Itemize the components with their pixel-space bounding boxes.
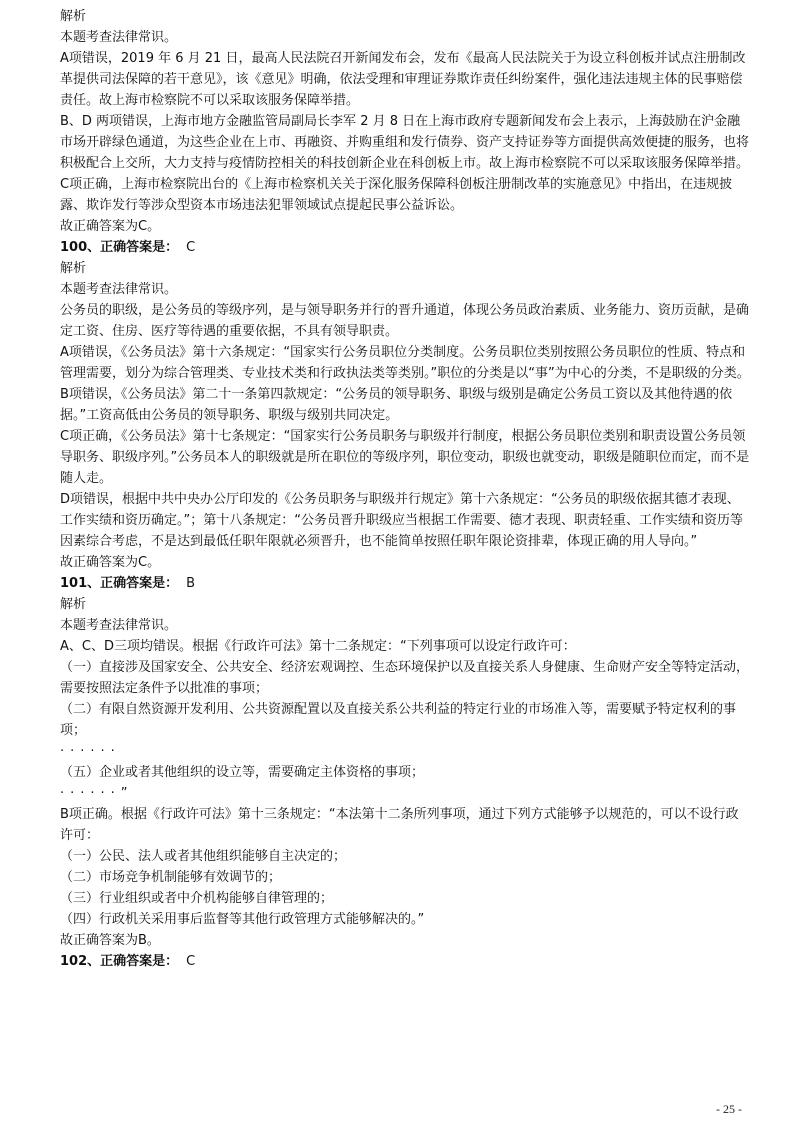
paragraph-option-a: A项错误，2019 年 6 月 21 日，最高人民法院召开新闻发布会，发布《最高人民法院关于为设立科创板并试点注册制改革提供司法保障的若干意见》，该《意见》明确，依法受理和审理证券欺诈责任纠纷案件，强化违法违规主体的民事赔偿责任。故上海市检察院不可以采取该服务保障举措。 [60,51,746,108]
answer-letter: C [186,240,196,255]
paragraph-option-c: C项正确，《公务员法》第十七条规定：“国家实行公务员职务与职级并行制度，根据公务员职位类别和职责设置公务员领导职务、职级序列。”公务员本人的职级就是所在职位的等级序列，职位变动，职级也就变动，职级是随职位而定，而不是随人走。 [60,429,750,486]
question-heading-100 [60,237,750,258]
page-number: - 25 - [716,1102,742,1116]
question-heading-101 [60,573,750,594]
list-item: （四）行政机关采用事后监督等其他行政管理方式能够解决的。” [60,912,425,927]
list-item: （五）企业或者其他组织的设立等，需要确定主体资格的事项； [60,765,425,780]
question-heading-label: 101、正确答案是： [60,576,179,591]
document-body [60,6,750,972]
label-jiexi: 解析 [60,597,87,612]
answer-letter: B [186,576,196,591]
answer-letter: C [186,954,196,969]
paragraph-option-bd: B、D 两项错误，上海市地方金融监管局副局长李军 2 月 8 日在上海市政府专题新闻发布会上表示，上海鼓励在沪金融市场开辟绿色通道，为这些企业在上市、再融资、并购重组和发行债券、资产支持证券等方面提供高效便捷的服务，也将积极配合上交所，大力支持与疫情防控相关的科技创新企业在科创板上市。故上海市检察院不可以采取该服务保障举措。 [60,114,750,171]
conclusion-text: 故正确答案为B。 [60,933,160,948]
list-item: （一）直接涉及国家安全、公共安全、经济宏观调控、生态环境保护以及直接关系人身健康、生命财产安全等特定活动，需要按照法定条件予以批准的事项； [60,660,750,696]
paragraph-option-a: A项错误，《公务员法》第十六条规定：“国家实行公务员职位分类制度。公务员职位类别按照公务员职位的性质、特点和管理需要，划分为综合管理类、专业技术类和行政执法类等类别。”职位的分类是以“事”为中心的分类，不是职级的分类。 [60,345,750,381]
conclusion-text: 故正确答案为C。 [60,555,161,570]
label-jiexi: 解析 [60,261,87,276]
paragraph-option-c: C项正确，上海市检察院出台的《上海市检察机关关于深化服务保障科创板注册制改革的实施意见》中指出，在违规披露、欺诈发行等涉众型资本市场违法犯罪领域试点提起民事公益诉讼。 [60,177,733,213]
paragraph-option-b: B项错误，《公务员法》第二十一条第四款规定：“公务员的领导职务、职级与级别是确定公务员工资以及其他待遇的依据。”工资高低由公务员的领导职务、职级与级别共同决定。 [60,387,733,423]
paragraph-option-acd: A、C、D三项均错误。根据《行政许可法》第十二条规定：“下列事项可以设定行政许可： [60,639,576,654]
conclusion-text: 故正确答案为C。 [60,219,161,234]
paragraph-definition: 公务员的职级，是公务员的等级序列，是与领导职务并行的晋升通道，体现公务员政治素质、业务能力、资历贡献，是确定工资、住房、医疗等待遇的重要依据，不具有领导职责。 [60,303,750,339]
list-item: （三）行业组织或者中介机构能够自律管理的； [60,891,334,906]
question-heading-label: 102、正确答案是： [60,954,179,969]
list-item: （二）有限自然资源开发利用、公共资源配置以及直接关系公共利益的特定行业的市场准入等，需要赋予特定权利的事项； [60,702,737,738]
intro-text: 本题考查法律常识。 [60,618,178,633]
label-jiexi: 解析 [60,9,87,24]
paragraph-option-d: D项错误，根据中共中央办公厅印发的《公务员职务与职级并行规定》第十六条规定：“公务员的职级依据其德才表现、工作实绩和资历确定。”；第十八条规定：“公务员晋升职级应当根据工作需要、德才表现、职责轻重、工作实绩和资历等因素综合考虑，不是达到最低任职年限就必须晋升，也不能简单按照任职年限论资排辈，体现正确的用人导向。” [60,492,743,549]
intro-text: 本题考查法律常识。 [60,282,178,297]
intro-text: 本题考查法律常识。 [60,30,178,45]
list-item: （二）市场竞争机制能够有效调节的； [60,870,282,885]
paragraph-option-b: B项正确。根据《行政许可法》第十三条规定：“本法第十二条所列事项，通过下列方式能够予以规范的，可以不设行政许可： [60,807,739,843]
ellipsis-dots: ······” [60,786,134,801]
list-item: （一）公民、法人或者其他组织能够自主决定的； [60,849,347,864]
ellipsis-dots: ······ [60,744,121,759]
question-heading-102 [60,951,750,972]
question-heading-label: 100、正确答案是： [60,240,179,255]
